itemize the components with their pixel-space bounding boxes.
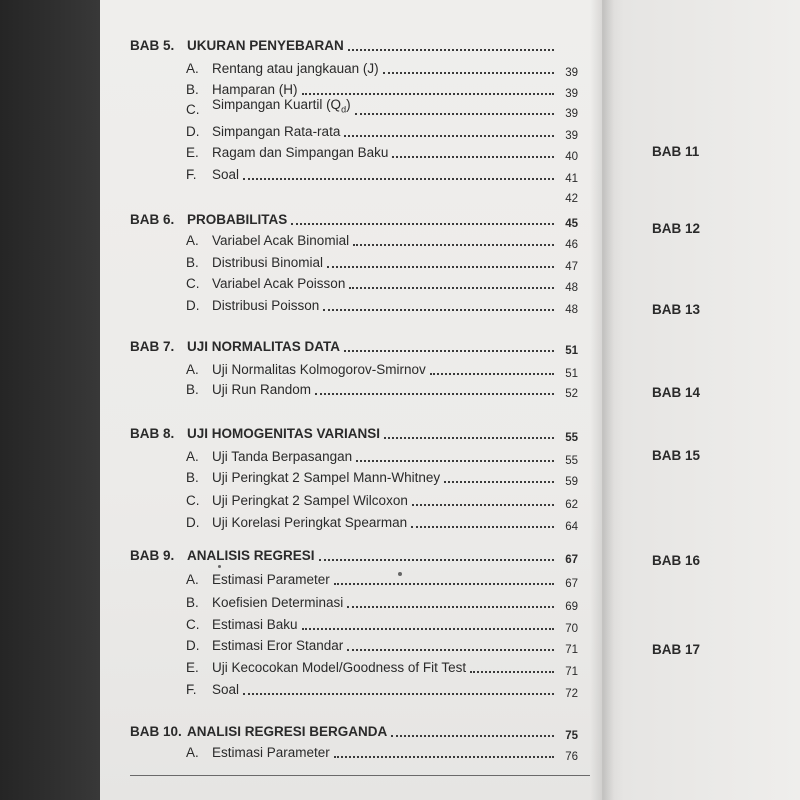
adjacent-page-chapter-label: BAB 15	[652, 448, 701, 463]
page-number: 71	[565, 644, 578, 656]
item-title: Koefisien Determinasi	[212, 595, 344, 610]
item-title: Soal	[212, 167, 240, 182]
page-number: 55	[565, 455, 578, 467]
background-left	[0, 0, 110, 800]
chapter-title: ANALISIS REGRESI	[187, 548, 315, 563]
toc-item	[186, 163, 578, 183]
chapter-title: PROBABILITAS	[187, 212, 288, 227]
chapter-number: BAB 8.	[130, 426, 175, 441]
item-letter: D.	[186, 124, 200, 139]
page-number: 64	[565, 521, 578, 533]
toc-item	[186, 229, 578, 249]
adjacent-page-chapter-label: BAB 13	[652, 302, 701, 317]
page-number: 59	[565, 476, 578, 488]
item-letter: A.	[186, 233, 199, 248]
leader-dots	[347, 606, 554, 608]
item-title: Rentang atau jangkauan (J)	[212, 61, 379, 76]
chapter-number: BAB 9.	[130, 548, 175, 563]
leader-dots	[384, 437, 554, 439]
item-title: Estimasi Baku	[212, 617, 298, 632]
page-number: 45	[565, 218, 578, 230]
item-letter: F.	[186, 167, 197, 182]
toc-item	[186, 120, 578, 140]
item-title: Distribusi Binomial	[212, 255, 324, 270]
item-letter: E.	[186, 145, 199, 160]
adjacent-page-chapter-label: BAB 16	[652, 553, 701, 568]
item-letter: D.	[186, 298, 200, 313]
page-number: 51	[565, 368, 578, 380]
toc-item	[186, 634, 578, 654]
leader-dots	[315, 393, 554, 395]
leader-dots	[302, 628, 554, 630]
item-letter: B.	[186, 470, 199, 485]
leader-dots	[243, 693, 554, 695]
page-number: 75	[565, 730, 578, 742]
leader-dots	[356, 460, 554, 462]
item-title: Hamparan (H)	[212, 82, 298, 97]
item-title: Simpangan Kuartil $(Q_d)$	[212, 97, 351, 115]
leader-dots	[392, 156, 554, 158]
page-number: 72	[565, 688, 578, 700]
item-title: Uji Korelasi Peringkat Spearman	[212, 515, 408, 530]
toc-item	[186, 294, 578, 314]
page-number: 39	[565, 88, 578, 100]
toc-item	[186, 272, 578, 292]
item-title: Estimasi Parameter	[212, 572, 330, 587]
item-title: Estimasi Parameter	[212, 745, 330, 760]
item-letter: C.	[186, 276, 200, 291]
chapter-title: UJI HOMOGENITAS VARIANSI	[187, 426, 381, 441]
leader-dots	[391, 735, 554, 737]
item-letter: C.	[186, 102, 200, 117]
leader-dots	[383, 72, 554, 74]
item-letter: B.	[186, 255, 199, 270]
toc-item	[186, 141, 578, 161]
item-letter: A.	[186, 449, 199, 464]
item-letter: C.	[186, 493, 200, 508]
toc-item	[186, 678, 578, 698]
page-bottom-rule	[130, 775, 590, 776]
leader-dots	[444, 481, 554, 483]
page-number: 48	[565, 282, 578, 294]
toc-item	[186, 78, 578, 98]
item-title: Uji Peringkat 2 Sampel Wilcoxon	[212, 493, 408, 508]
adjacent-page-chapter-label: BAB 12	[652, 221, 701, 236]
leader-dots	[344, 350, 554, 352]
item-title: Variabel Acak Poisson	[212, 276, 346, 291]
toc-chapter	[130, 34, 578, 54]
toc-item	[186, 656, 578, 676]
page-number: 47	[565, 261, 578, 273]
item-letter: F.	[186, 682, 197, 697]
chapter-number: BAB 10.	[130, 724, 182, 739]
leader-dots	[334, 756, 554, 758]
item-letter: A.	[186, 745, 199, 760]
chapter-title: UJI NORMALITAS DATA	[187, 339, 340, 354]
item-letter: E.	[186, 660, 199, 675]
page-number: 55	[565, 432, 578, 444]
chapter-number: BAB 5.	[130, 38, 175, 53]
chapter-number: BAB 7.	[130, 339, 175, 354]
chapter-title: UKURAN PENYEBARAN	[187, 38, 344, 53]
item-letter: C.	[186, 617, 200, 632]
leader-dots	[347, 649, 554, 651]
item-letter: A.	[186, 362, 199, 377]
toc-item	[186, 613, 578, 633]
page-number: 39	[565, 67, 578, 79]
adjacent-page	[600, 0, 800, 800]
toc-item	[186, 358, 578, 378]
item-title: Simpangan Rata-rata	[212, 124, 341, 139]
item-letter: B.	[186, 382, 199, 397]
toc-chapter	[130, 544, 578, 564]
toc-item	[186, 568, 578, 588]
book-gutter	[590, 0, 614, 800]
item-title: Uji Peringkat 2 Sampel Mann-Whitney	[212, 470, 441, 485]
toc-page	[100, 0, 602, 800]
item-title: Uji Normalitas Kolmogorov-Smirnov	[212, 362, 426, 377]
page-number: 76	[565, 751, 578, 763]
toc-item	[186, 489, 578, 509]
toc-item	[186, 466, 578, 486]
print-smudge	[398, 572, 402, 576]
toc-item	[186, 57, 578, 77]
print-smudge	[218, 565, 221, 568]
chapter-number: BAB 6.	[130, 212, 175, 227]
page-number: 67	[565, 578, 578, 590]
leader-dots	[353, 244, 554, 246]
chapter-title: ANALISI REGRESI BERGANDA	[187, 724, 388, 739]
toc-chapter	[130, 720, 578, 740]
page-number: 39	[565, 130, 578, 142]
leader-dots	[243, 178, 554, 180]
item-title: Ragam dan Simpangan Baku	[212, 145, 389, 160]
item-letter: B.	[186, 82, 199, 97]
leader-dots	[291, 223, 554, 225]
page-number: 52	[565, 388, 578, 400]
leader-dots	[302, 93, 554, 95]
item-title: Uji Kecocokan Model/Goodness of Fit Test	[212, 660, 467, 675]
leader-dots	[411, 526, 554, 528]
item-title: Distribusi Poisson	[212, 298, 320, 313]
page-number: 48	[565, 304, 578, 316]
leader-dots	[470, 671, 554, 673]
item-letter: D.	[186, 515, 200, 530]
toc-item	[186, 445, 578, 465]
toc-chapter	[130, 335, 578, 355]
item-title: Variabel Acak Binomial	[212, 233, 350, 248]
toc-chapter	[130, 422, 578, 442]
page-number: 51	[565, 345, 578, 357]
toc-item	[186, 378, 578, 398]
item-title: Uji Run Random	[212, 382, 312, 397]
page-number: 69	[565, 601, 578, 613]
toc-item	[186, 741, 578, 761]
leader-dots	[319, 559, 554, 561]
leader-dots	[348, 49, 554, 51]
leader-dots	[412, 504, 554, 506]
page-number: 39	[565, 108, 578, 120]
item-title: Uji Tanda Berpasangan	[212, 449, 353, 464]
leader-dots	[334, 583, 554, 585]
page-number: 67	[565, 554, 578, 566]
toc-item	[186, 511, 578, 531]
item-title: Estimasi Eror Standar	[212, 638, 344, 653]
page-number: 40	[565, 151, 578, 163]
toc-item	[186, 98, 578, 118]
toc-chapter	[130, 208, 578, 228]
adjacent-page-chapter-label: BAB 17	[652, 642, 701, 657]
leader-dots	[355, 113, 554, 115]
item-letter: D.	[186, 638, 200, 653]
item-title: Soal	[212, 682, 240, 697]
page-number: 71	[565, 666, 578, 678]
adjacent-page-chapter-label: BAB 11	[652, 144, 700, 159]
toc-item	[186, 251, 578, 271]
toc-item	[186, 591, 578, 611]
toc-page-only	[186, 183, 578, 203]
leader-dots	[349, 287, 554, 289]
page-number: 41	[565, 173, 578, 185]
item-letter: A.	[186, 61, 199, 76]
page-number: 42	[565, 193, 578, 205]
page-number: 62	[565, 499, 578, 511]
page-number: 46	[565, 239, 578, 251]
item-letter: B.	[186, 595, 199, 610]
leader-dots	[327, 266, 554, 268]
leader-dots	[430, 373, 554, 375]
leader-dots	[344, 135, 554, 137]
page-number: 70	[565, 623, 578, 635]
leader-dots	[323, 309, 554, 311]
adjacent-page-chapter-label: BAB 14	[652, 385, 701, 400]
item-letter: A.	[186, 572, 199, 587]
